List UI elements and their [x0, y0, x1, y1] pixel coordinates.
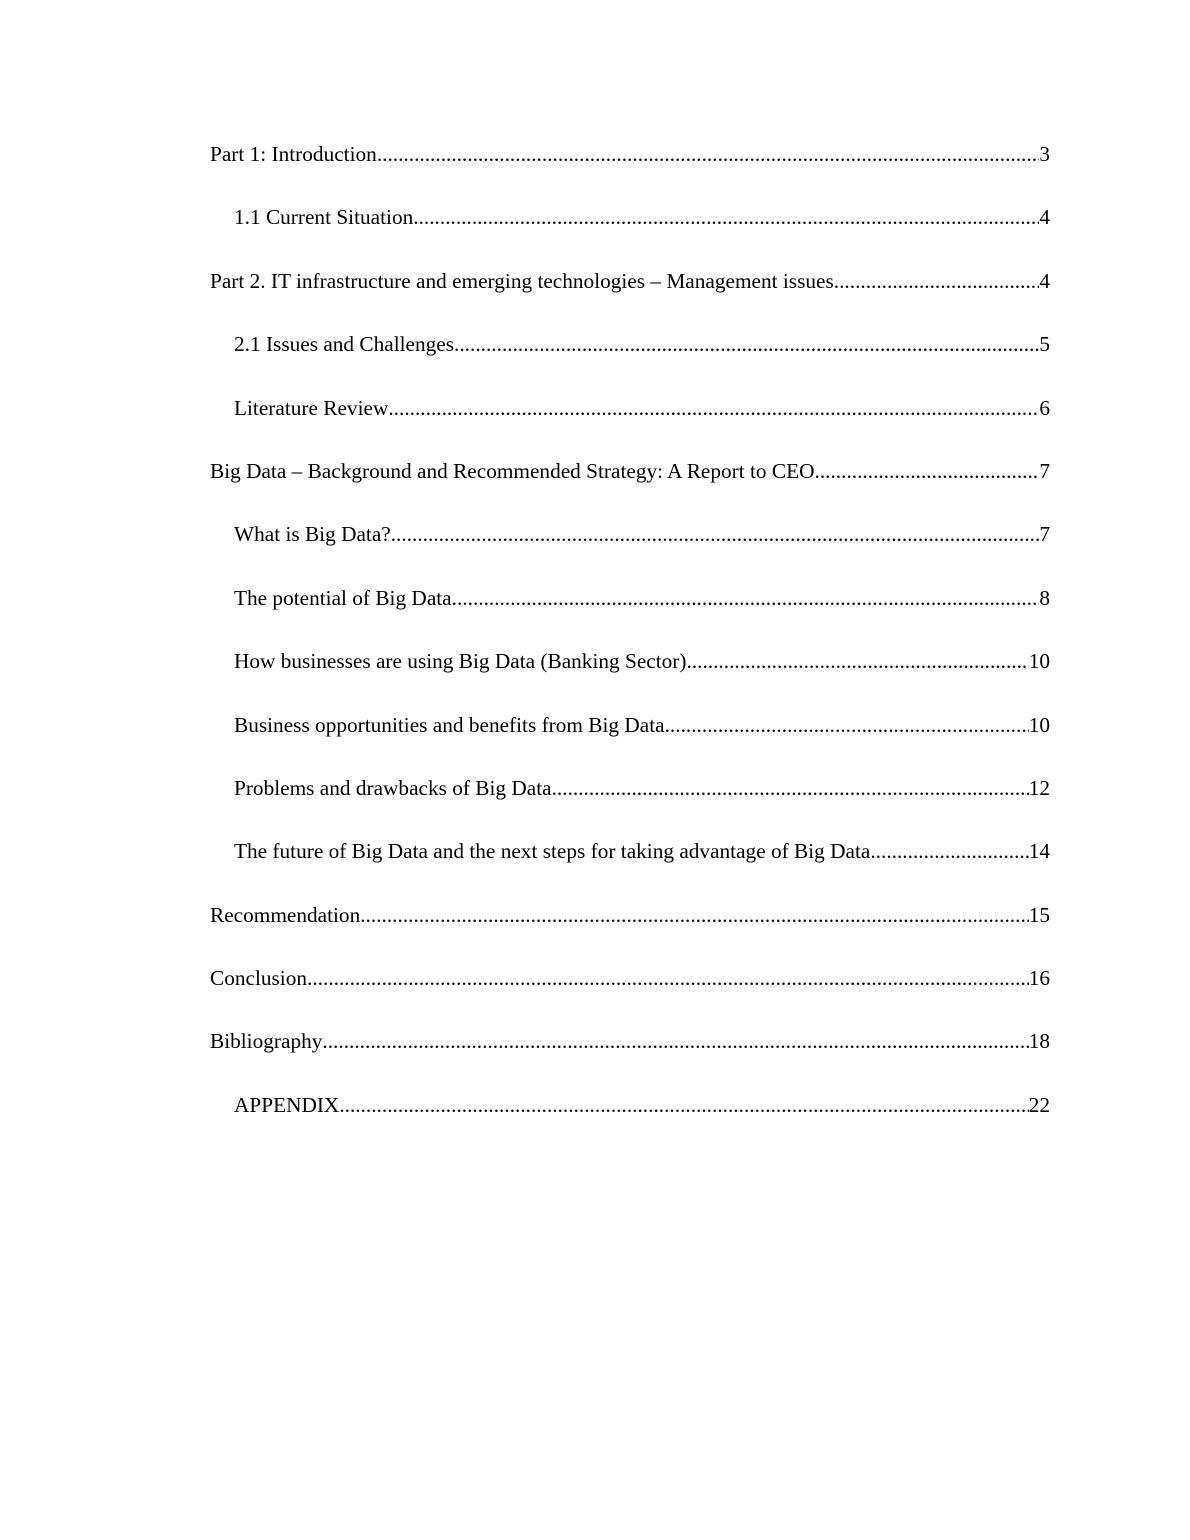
toc-entry-title: APPENDIX	[234, 1092, 340, 1117]
toc-dot-leader	[686, 643, 1028, 679]
toc-entry-title: The future of Big Data and the next steps for taking advantage of Big Data	[234, 839, 871, 864]
toc-entry-title: 1.1 Current Situation	[234, 205, 414, 230]
toc-page-number: 4	[1039, 205, 1050, 230]
toc-entry-part-1-introduction[interactable]	[210, 136, 1050, 199]
table-of-contents	[210, 136, 1050, 1150]
toc-entry-business-opportunities[interactable]	[210, 707, 1050, 770]
toc-page-number: 18	[1028, 1029, 1050, 1054]
toc-dot-leader	[452, 580, 1040, 616]
toc-line	[234, 516, 1050, 552]
toc-entry-title: Part 1: Introduction	[210, 142, 377, 166]
toc-page-number: 7	[1039, 522, 1050, 547]
toc-dot-leader	[377, 136, 1040, 172]
toc-entry-literature-review[interactable]	[210, 390, 1050, 453]
toc-dot-leader	[665, 707, 1029, 743]
toc-entry-part-2-it-infrastructure[interactable]	[210, 263, 1050, 326]
toc-line	[234, 580, 1050, 616]
toc-dot-leader	[413, 199, 1039, 235]
toc-entry-current-situation[interactable]	[210, 199, 1050, 262]
toc-entry-title: The potential of Big Data	[234, 585, 452, 610]
toc-entry-recommendation[interactable]	[210, 897, 1050, 960]
toc-entry-big-data-background[interactable]	[210, 453, 1050, 516]
toc-entry-title: Big Data – Background and Recommended Strategy: A Report to CEO	[210, 458, 815, 483]
toc-page-number: 14	[1028, 839, 1050, 864]
toc-page-number: 8	[1039, 585, 1050, 610]
toc-line	[234, 1087, 1050, 1123]
toc-entry-future-of-big-data[interactable]	[210, 833, 1050, 896]
toc-page-number: 6	[1039, 395, 1050, 420]
toc-entry-title: Part 2. IT infrastructure and emerging technologies – Management issues	[210, 268, 834, 293]
toc-page-number: 22	[1028, 1092, 1050, 1117]
toc-line	[234, 707, 1050, 743]
toc-dot-leader	[391, 516, 1040, 552]
toc-entry-appendix[interactable]	[210, 1087, 1050, 1150]
toc-line	[234, 390, 1050, 426]
toc-dot-leader	[388, 390, 1039, 426]
toc-dot-leader	[552, 770, 1029, 806]
toc-line	[234, 199, 1050, 235]
toc-entry-title: Problems and drawbacks of Big Data	[234, 775, 552, 800]
toc-entry-title: Recommendation	[210, 902, 361, 927]
toc-page-number: 4	[1039, 268, 1050, 293]
toc-dot-leader	[834, 263, 1040, 299]
toc-line	[210, 960, 1050, 996]
toc-entry-conclusion[interactable]	[210, 960, 1050, 1023]
toc-entry-title: What is Big Data?	[234, 522, 391, 547]
toc-entry-title: Business opportunities and benefits from Big Data	[234, 712, 665, 737]
toc-dot-leader	[360, 897, 1028, 933]
toc-dot-leader	[307, 960, 1029, 996]
toc-line	[210, 136, 1050, 172]
toc-entry-title: Literature Review	[234, 395, 389, 420]
toc-line	[234, 770, 1050, 806]
toc-page-number: 3	[1039, 142, 1050, 166]
toc-entry-title: How businesses are using Big Data (Banking Sector)	[234, 649, 687, 674]
toc-entry-problems-and-drawbacks[interactable]	[210, 770, 1050, 833]
toc-dot-leader	[454, 326, 1039, 362]
toc-entry-what-is-big-data[interactable]	[210, 516, 1050, 579]
toc-entry-title: Bibliography	[210, 1029, 323, 1054]
toc-line	[210, 1023, 1050, 1059]
toc-entry-title: Conclusion	[210, 966, 308, 991]
toc-line	[234, 833, 1050, 869]
toc-entry-businesses-using-big-data[interactable]	[210, 643, 1050, 706]
toc-page-number: 7	[1039, 458, 1050, 483]
toc-entry-bibliography[interactable]	[210, 1023, 1050, 1086]
toc-dot-leader	[870, 833, 1028, 869]
toc-entry-title: 2.1 Issues and Challenges	[234, 332, 455, 357]
toc-line	[210, 263, 1050, 299]
toc-page-number: 12	[1028, 775, 1050, 800]
toc-dot-leader	[815, 453, 1040, 489]
toc-page-number: 16	[1028, 966, 1050, 991]
toc-page-number: 5	[1039, 332, 1050, 357]
toc-line	[234, 643, 1050, 679]
toc-page-number: 15	[1028, 902, 1050, 927]
toc-dot-leader	[339, 1087, 1028, 1123]
toc-line	[234, 326, 1050, 362]
toc-dot-leader	[322, 1023, 1028, 1059]
toc-entry-issues-and-challenges[interactable]	[210, 326, 1050, 389]
toc-entry-potential-of-big-data[interactable]	[210, 580, 1050, 643]
toc-line	[210, 453, 1050, 489]
toc-page-number: 10	[1028, 649, 1050, 674]
toc-line	[210, 897, 1050, 933]
toc-page-number: 10	[1028, 712, 1050, 737]
